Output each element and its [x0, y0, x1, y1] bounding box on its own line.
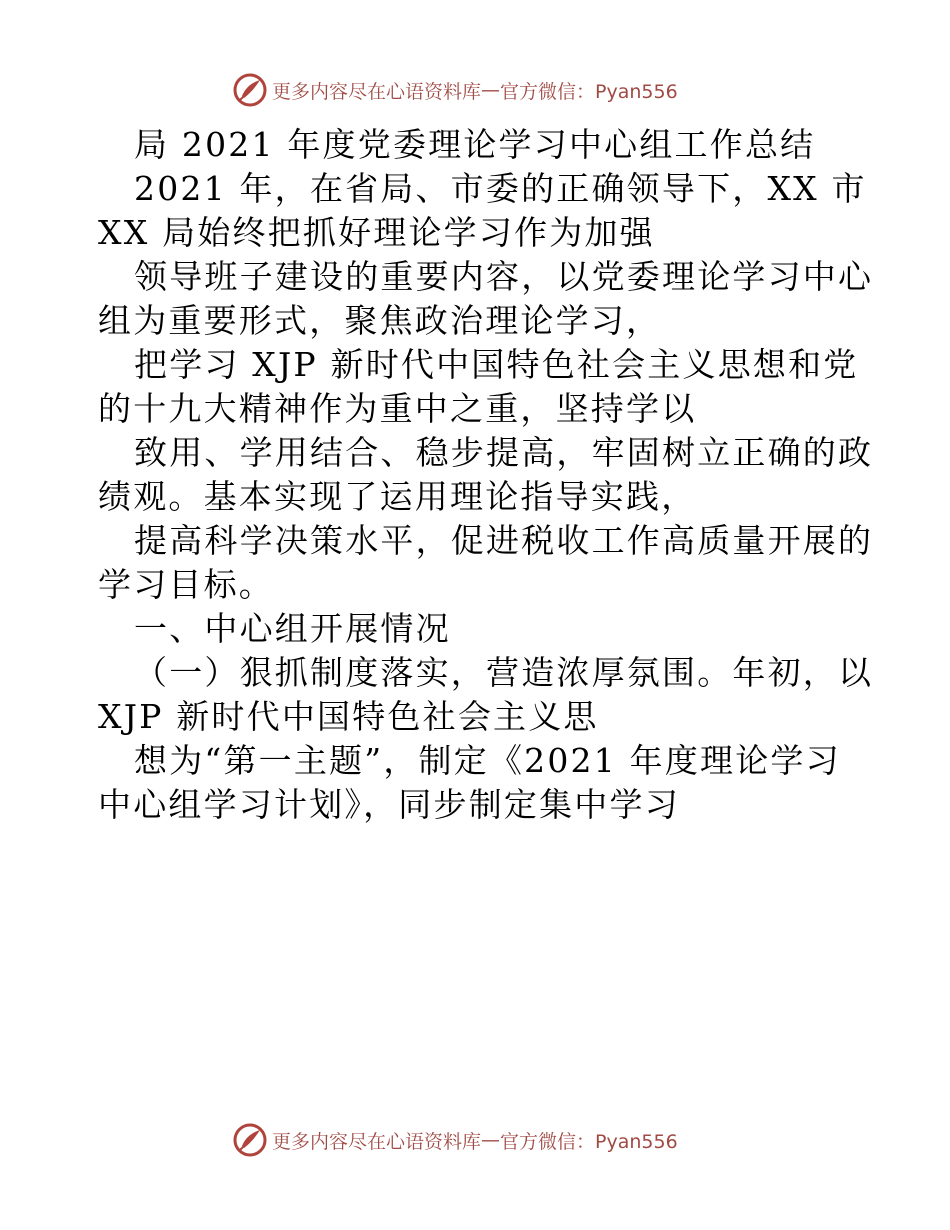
body-line: 绩观。基本实现了运用理论指导实践，	[98, 477, 697, 516]
body-line: 组为重要形式，聚焦政治理论学习，	[98, 301, 662, 340]
body-line: 的十九大精神作为重中之重，坚持学以	[98, 389, 697, 428]
body-line: XX 局始终把抓好理论学习作为加强	[98, 213, 655, 252]
header-banner	[232, 70, 678, 110]
logo-icon	[232, 1122, 268, 1158]
banner-site-text: 更多内容尽在心语资料库	[272, 1130, 482, 1153]
body-line: 2021 年，在省局、市委的正确领导下，XX 市	[134, 169, 867, 208]
banner-wechat-text: 官方微信：Pyan556	[500, 1130, 678, 1153]
body-line: 领导班子建设的重要内容，以党委理论学习中心	[134, 257, 874, 296]
body-line: 想为“第一主题”，制定《2021 年度理论学习	[134, 741, 841, 780]
banner-wechat-text: 官方微信：Pyan556	[500, 80, 678, 103]
footer-banner	[232, 1120, 678, 1160]
logo-icon	[232, 72, 268, 108]
body-line: 中心组学习计划》，同步制定集中学习	[98, 785, 680, 824]
body-line: 致用、学用结合、稳步提高，牢固树立正确的政	[134, 433, 874, 472]
banner-separator: —	[481, 1129, 501, 1151]
document-body	[98, 123, 874, 827]
banner-separator: —	[481, 79, 501, 101]
banner-site-text: 更多内容尽在心语资料库	[272, 80, 482, 103]
document-title: 局 2021 年度党委理论学习中心组工作总结	[134, 125, 816, 164]
body-line: 把学习 XJP 新时代中国特色社会主义思想和党	[134, 345, 859, 384]
body-line: （一）狠抓制度落实，营造浓厚氛围。年初，以	[134, 653, 874, 692]
body-line: 提高科学决策水平，促进税收工作高质量开展的	[134, 521, 874, 560]
body-line: XJP 新时代中国特色社会主义思	[98, 697, 599, 736]
section-heading: 一、中心组开展情况	[134, 609, 451, 648]
body-line: 学习目标。	[98, 565, 274, 604]
